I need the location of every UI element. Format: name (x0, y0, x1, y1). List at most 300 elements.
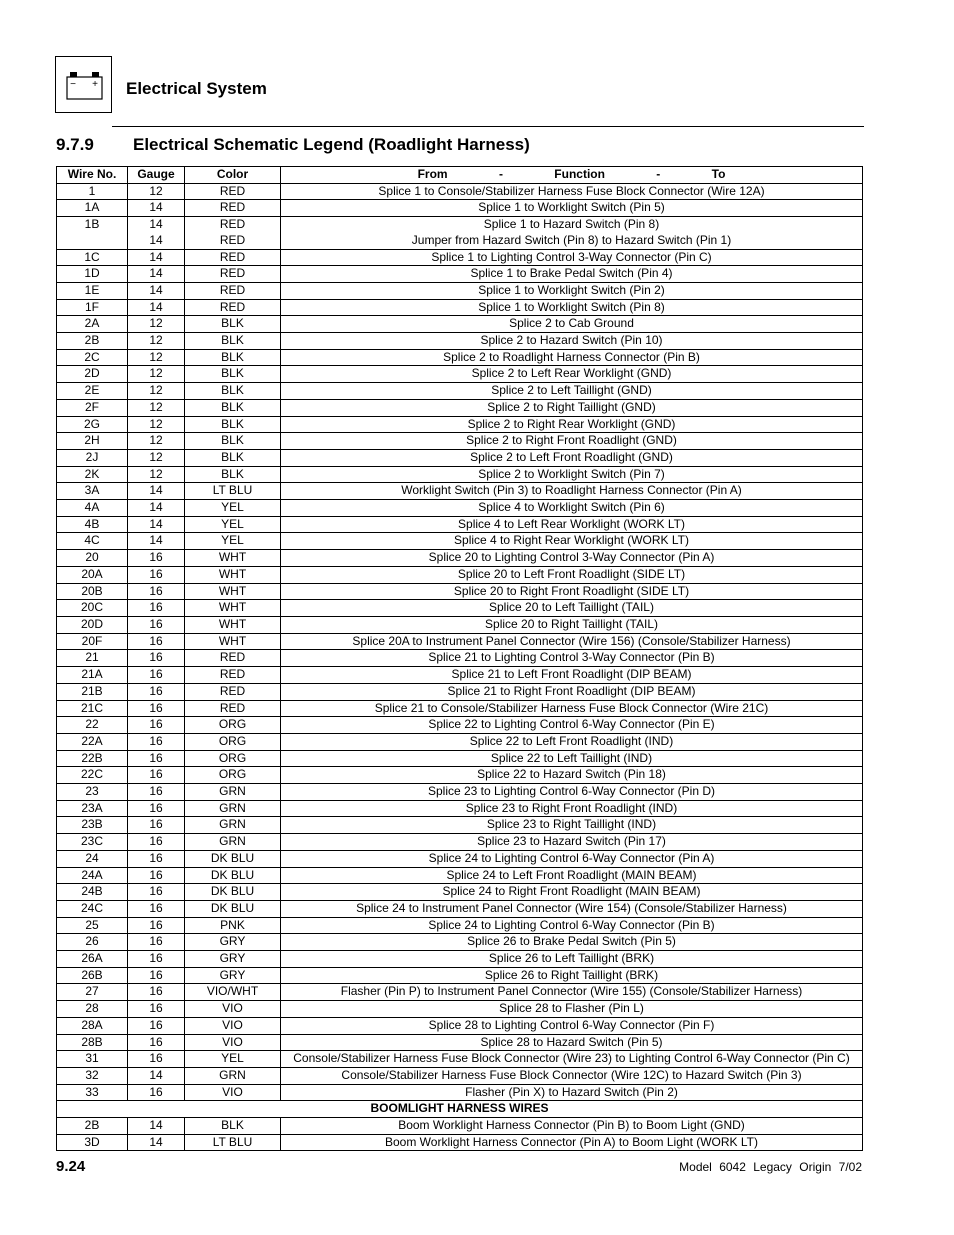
function-cell: Splice 22 to Left Front Roadlight (IND) (281, 733, 863, 750)
function-cell: Splice 2 to Right Front Roadlight (GND) (281, 433, 863, 450)
table-row (57, 1034, 863, 1051)
color-cell: VIO (185, 1017, 281, 1034)
gauge-cell: 16 (128, 951, 185, 968)
function-cell: Splice 21 to Console/Stabilizer Harness Fuse Block Connector (Wire 21C) (281, 700, 863, 717)
function-cell: Splice 22 to Hazard Switch (Pin 18) (281, 767, 863, 784)
gauge-cell: 16 (128, 917, 185, 934)
page-number: 9.24 (56, 1158, 86, 1175)
table-row (57, 449, 863, 466)
wire-number-cell: 24B (57, 884, 128, 901)
wire-number-cell: 1F (57, 299, 128, 316)
wire-number-cell: 24 (57, 850, 128, 867)
table-row (57, 533, 863, 550)
wire-number-cell: 24C (57, 900, 128, 917)
table-row (57, 349, 863, 366)
table-row (57, 667, 863, 684)
function-cell: Splice 1 to Lighting Control 3-Way Connector (Pin C) (281, 249, 863, 266)
function-cell: Splice 28 to Hazard Switch (Pin 5) (281, 1034, 863, 1051)
function-cell: Splice 1 to Console/Stabilizer Harness Fuse Block Connector (Wire 12A) (281, 183, 863, 200)
color-cell: ORG (185, 767, 281, 784)
gauge-cell: 16 (128, 550, 185, 567)
gauge-line: 14 (149, 217, 163, 232)
gauge-cell: 16 (128, 784, 185, 801)
function-cell: Splice 20A to Instrument Panel Connector (Wire 156) (Console/Stabilizer Harness) (281, 633, 863, 650)
gauge-cell: 14 (128, 282, 185, 299)
color-cell: ORG (185, 717, 281, 734)
wire-number-cell: 26A (57, 951, 128, 968)
table-row (57, 299, 863, 316)
table-row (57, 1134, 863, 1151)
table-row (57, 416, 863, 433)
gauge-cell (128, 217, 185, 249)
color-cell: BLK (185, 383, 281, 400)
table-row (57, 834, 863, 851)
function-cell: Splice 23 to Right Front Roadlight (IND) (281, 800, 863, 817)
function-cell: Flasher (Pin X) to Hazard Switch (Pin 2) (281, 1084, 863, 1101)
wire-number-cell: 2E (57, 383, 128, 400)
function-cell: Boom Worklight Harness Connector (Pin B) to Boom Light (GND) (281, 1118, 863, 1135)
header-wire-no: Wire No. (57, 167, 128, 184)
function-cell: Splice 21 to Right Front Roadlight (DIP BEAM) (281, 683, 863, 700)
color-cell: RED (185, 683, 281, 700)
color-cell: RED (185, 183, 281, 200)
gauge-cell: 16 (128, 633, 185, 650)
battery-icon (56, 57, 111, 112)
wire-number-cell: 26 (57, 934, 128, 951)
gauge-cell: 14 (128, 1067, 185, 1084)
gauge-cell: 16 (128, 750, 185, 767)
gauge-cell: 16 (128, 850, 185, 867)
gauge-cell: 14 (128, 516, 185, 533)
function-cell: Splice 22 to Left Taillight (IND) (281, 750, 863, 767)
color-cell: RED (185, 249, 281, 266)
table-row (57, 717, 863, 734)
function-cell: Splice 28 to Lighting Control 6-Way Connector (Pin F) (281, 1017, 863, 1034)
table-row (57, 483, 863, 500)
table-row (57, 316, 863, 333)
function-cell: Splice 2 to Right Rear Worklight (GND) (281, 416, 863, 433)
function-cell: Splice 2 to Hazard Switch (Pin 10) (281, 333, 863, 350)
subsection-number: 9.7.9 (56, 135, 94, 154)
origin-label: Origin (799, 1160, 832, 1174)
gauge-cell: 14 (128, 1118, 185, 1135)
function-cell: Splice 24 to Lighting Control 6-Way Connector (Pin B) (281, 917, 863, 934)
table-row (57, 934, 863, 951)
function-line: Splice 1 to Hazard Switch (Pin 8) (483, 217, 660, 232)
color-cell: RED (185, 299, 281, 316)
wire-number-cell: 27 (57, 984, 128, 1001)
color-cell: WHT (185, 583, 281, 600)
color-cell: LT BLU (185, 1134, 281, 1151)
function-cell: Worklight Switch (Pin 3) to Roadlight Harness Connector (Pin A) (281, 483, 863, 500)
wire-number-cell: 23 (57, 784, 128, 801)
gauge-cell: 12 (128, 449, 185, 466)
model-footer (675, 1160, 862, 1174)
function-cell: Splice 22 to Lighting Control 6-Way Connector (Pin E) (281, 717, 863, 734)
table-row (57, 1067, 863, 1084)
table-row (57, 817, 863, 834)
table-row (57, 550, 863, 567)
color-cell: VIO/WHT (185, 984, 281, 1001)
wire-number-cell: 20 (57, 550, 128, 567)
function-cell: Splice 24 to Right Front Roadlight (MAIN BEAM) (281, 884, 863, 901)
wire-number-cell: 24A (57, 867, 128, 884)
table-header-row (57, 167, 863, 184)
table-row (57, 951, 863, 968)
wire-number-cell: 21B (57, 683, 128, 700)
color-cell: BLK (185, 416, 281, 433)
function-cell: Splice 20 to Right Taillight (TAIL) (281, 616, 863, 633)
color-cell: RED (185, 667, 281, 684)
header-sep-1: - (498, 167, 503, 181)
color-cell: ORG (185, 733, 281, 750)
table-row (57, 217, 863, 249)
wire-number-cell: 31 (57, 1051, 128, 1068)
gauge-cell: 16 (128, 1051, 185, 1068)
table-row (57, 366, 863, 383)
header-function-label: Function (554, 167, 605, 181)
wire-number-cell: 1 (57, 183, 128, 200)
gauge-cell: 16 (128, 1017, 185, 1034)
gauge-cell: 16 (128, 683, 185, 700)
wire-legend-table (56, 166, 863, 1151)
function-cell: Splice 23 to Right Taillight (IND) (281, 817, 863, 834)
gauge-cell: 12 (128, 333, 185, 350)
section-title: Electrical System (126, 79, 267, 98)
table-row (57, 249, 863, 266)
wire-number-cell: 21A (57, 667, 128, 684)
gauge-line: 14 (149, 232, 163, 247)
wire-number-cell: 2H (57, 433, 128, 450)
function-cell: Console/Stabilizer Harness Fuse Block Connector (Wire 23) to Lighting Control 6-Way Connector (Pin C) (281, 1051, 863, 1068)
color-cell: GRN (185, 784, 281, 801)
table-row (57, 767, 863, 784)
function-line: Jumper from Hazard Switch (Pin 8) to Hazard Switch (Pin 1) (411, 232, 732, 247)
gauge-cell: 14 (128, 249, 185, 266)
color-line: RED (219, 232, 246, 247)
color-cell: WHT (185, 616, 281, 633)
color-cell: YEL (185, 500, 281, 517)
gauge-cell: 14 (128, 266, 185, 283)
wire-number-cell: 2C (57, 349, 128, 366)
color-cell: BLK (185, 449, 281, 466)
table-row (57, 433, 863, 450)
wire-number-cell: 20B (57, 583, 128, 600)
gauge-cell: 16 (128, 616, 185, 633)
color-cell: ORG (185, 750, 281, 767)
table-row (57, 750, 863, 767)
function-cell: Splice 26 to Brake Pedal Switch (Pin 5) (281, 934, 863, 951)
table-row (57, 516, 863, 533)
gauge-cell: 14 (128, 500, 185, 517)
color-cell: RED (185, 282, 281, 299)
gauge-cell: 16 (128, 600, 185, 617)
gauge-cell: 12 (128, 183, 185, 200)
wire-number-cell: 20C (57, 600, 128, 617)
gauge-cell: 14 (128, 1134, 185, 1151)
origin-date: 7/02 (838, 1160, 862, 1174)
table-row (57, 1017, 863, 1034)
gauge-cell: 12 (128, 466, 185, 483)
table-row (57, 333, 863, 350)
wire-number-cell: 1A (57, 200, 128, 217)
color-cell: VIO (185, 1084, 281, 1101)
function-cell: Splice 2 to Left Front Roadlight (GND) (281, 449, 863, 466)
wire-number-cell: 2D (57, 366, 128, 383)
function-cell: Splice 20 to Left Taillight (TAIL) (281, 600, 863, 617)
gauge-cell: 16 (128, 934, 185, 951)
function-cell: Splice 1 to Worklight Switch (Pin 8) (281, 299, 863, 316)
gauge-cell: 12 (128, 416, 185, 433)
color-cell: RED (185, 650, 281, 667)
gauge-cell: 16 (128, 717, 185, 734)
wire-number-cell: 2G (57, 416, 128, 433)
subsection-title: Electrical Schematic Legend (Roadlight Harness) (133, 135, 530, 154)
table-row (57, 466, 863, 483)
table-row (57, 733, 863, 750)
function-cell: Splice 20 to Left Front Roadlight (SIDE LT) (281, 566, 863, 583)
color-cell: PNK (185, 917, 281, 934)
color-cell: DK BLU (185, 884, 281, 901)
function-cell: Splice 23 to Hazard Switch (Pin 17) (281, 834, 863, 851)
function-cell: Splice 24 to Lighting Control 6-Way Connector (Pin A) (281, 850, 863, 867)
color-cell: BLK (185, 433, 281, 450)
function-cell: Splice 20 to Right Front Roadlight (SIDE LT) (281, 583, 863, 600)
color-line: RED (219, 217, 246, 232)
color-cell: RED (185, 200, 281, 217)
gauge-cell: 14 (128, 533, 185, 550)
model-label: Model (679, 1160, 712, 1174)
table-row (57, 683, 863, 700)
table-row (57, 583, 863, 600)
color-cell: VIO (185, 1001, 281, 1018)
color-cell: WHT (185, 550, 281, 567)
color-cell: WHT (185, 600, 281, 617)
gauge-cell: 16 (128, 817, 185, 834)
gauge-cell: 16 (128, 733, 185, 750)
model-number: 6042 (719, 1160, 746, 1174)
gauge-cell: 12 (128, 366, 185, 383)
gauge-cell: 16 (128, 1001, 185, 1018)
wire-number-cell: 21 (57, 650, 128, 667)
table-row (57, 266, 863, 283)
gauge-cell: 16 (128, 900, 185, 917)
boomlight-subheader: BOOMLIGHT HARNESS WIRES (57, 1101, 863, 1118)
color-cell: YEL (185, 533, 281, 550)
wire-number-cell: 20A (57, 566, 128, 583)
wire-number-cell: 22A (57, 733, 128, 750)
gauge-cell: 16 (128, 867, 185, 884)
table-row (57, 1118, 863, 1135)
function-cell: Splice 1 to Worklight Switch (Pin 5) (281, 200, 863, 217)
function-cell: Splice 26 to Left Taillight (BRK) (281, 951, 863, 968)
function-cell: Splice 2 to Left Rear Worklight (GND) (281, 366, 863, 383)
color-cell: BLK (185, 316, 281, 333)
table-body (57, 183, 863, 1151)
gauge-cell: 12 (128, 399, 185, 416)
table-row (57, 917, 863, 934)
color-cell (185, 217, 281, 249)
color-cell: GRN (185, 1067, 281, 1084)
gauge-cell: 16 (128, 834, 185, 851)
wire-number-cell: 22 (57, 717, 128, 734)
table-row (57, 867, 863, 884)
gauge-cell: 14 (128, 200, 185, 217)
table-row (57, 800, 863, 817)
function-cell: Splice 2 to Cab Ground (281, 316, 863, 333)
wire-number-cell: 2A (57, 316, 128, 333)
wire-number-cell: 20D (57, 616, 128, 633)
color-cell: BLK (185, 333, 281, 350)
gauge-cell: 12 (128, 316, 185, 333)
wire-number-cell: 1B (57, 217, 128, 249)
function-cell: Splice 20 to Lighting Control 3-Way Connector (Pin A) (281, 550, 863, 567)
wire-number-cell: 1C (57, 249, 128, 266)
table-row (57, 1001, 863, 1018)
function-cell: Splice 28 to Flasher (Pin L) (281, 1001, 863, 1018)
color-cell: GRN (185, 834, 281, 851)
function-cell: Splice 4 to Right Rear Worklight (WORK LT) (281, 533, 863, 550)
wire-number-cell: 4A (57, 500, 128, 517)
function-cell: Splice 1 to Worklight Switch (Pin 2) (281, 282, 863, 299)
color-cell: RED (185, 266, 281, 283)
gauge-cell: 16 (128, 767, 185, 784)
wire-number-cell: 23B (57, 817, 128, 834)
function-cell: Boom Worklight Harness Connector (Pin A) to Boom Light (WORK LT) (281, 1134, 863, 1151)
wire-number-cell: 2K (57, 466, 128, 483)
wire-number-cell: 4C (57, 533, 128, 550)
table-row (57, 1084, 863, 1101)
gauge-cell: 16 (128, 583, 185, 600)
header-divider (112, 126, 864, 127)
wire-number-cell: 2B (57, 1118, 128, 1135)
function-cell: Console/Stabilizer Harness Fuse Block Connector (Wire 12C) to Hazard Switch (Pin 3) (281, 1067, 863, 1084)
wire-number-cell: 2B (57, 333, 128, 350)
color-cell: GRN (185, 817, 281, 834)
function-cell: Splice 21 to Left Front Roadlight (DIP BEAM) (281, 667, 863, 684)
wire-number-cell: 3A (57, 483, 128, 500)
color-cell: BLK (185, 366, 281, 383)
gauge-cell: 16 (128, 967, 185, 984)
color-cell: GRY (185, 951, 281, 968)
function-cell (281, 217, 863, 249)
gauge-cell: 16 (128, 700, 185, 717)
table-row (57, 383, 863, 400)
table-row (57, 200, 863, 217)
gauge-cell: 12 (128, 383, 185, 400)
function-cell: Splice 2 to Roadlight Harness Connector (Pin B) (281, 349, 863, 366)
function-cell: Splice 24 to Left Front Roadlight (MAIN BEAM) (281, 867, 863, 884)
color-cell: GRY (185, 967, 281, 984)
color-cell: RED (185, 700, 281, 717)
table-row (57, 967, 863, 984)
function-cell: Splice 21 to Lighting Control 3-Way Connector (Pin B) (281, 650, 863, 667)
gauge-cell: 12 (128, 433, 185, 450)
boomlight-subheader-row (57, 1101, 863, 1118)
gauge-cell: 16 (128, 800, 185, 817)
battery-minus-sign: − (70, 79, 76, 90)
function-cell: Splice 2 to Left Taillight (GND) (281, 383, 863, 400)
wire-number-cell: 21C (57, 700, 128, 717)
header-from: From (417, 167, 448, 181)
wire-number-cell: 22B (57, 750, 128, 767)
table-row (57, 183, 863, 200)
wire-number-cell: 22C (57, 767, 128, 784)
color-cell: YEL (185, 1051, 281, 1068)
wire-number-cell: 23A (57, 800, 128, 817)
wire-number-cell: 4B (57, 516, 128, 533)
color-cell: GRY (185, 934, 281, 951)
function-cell: Flasher (Pin P) to Instrument Panel Connector (Wire 155) (Console/Stabilizer Harness) (281, 984, 863, 1001)
color-cell: YEL (185, 516, 281, 533)
battery-plus-sign: + (92, 79, 98, 90)
header-to: To (711, 167, 726, 181)
table-row (57, 700, 863, 717)
table-row (57, 616, 863, 633)
header-gauge: Gauge (128, 167, 185, 184)
wire-number-cell: 2F (57, 399, 128, 416)
gauge-cell: 16 (128, 650, 185, 667)
table-row (57, 850, 863, 867)
color-cell: WHT (185, 633, 281, 650)
table-row (57, 784, 863, 801)
color-cell: DK BLU (185, 867, 281, 884)
function-cell: Splice 23 to Lighting Control 6-Way Connector (Pin D) (281, 784, 863, 801)
header-sep-2: - (656, 167, 661, 181)
gauge-cell: 12 (128, 349, 185, 366)
header-icon-box (55, 56, 112, 113)
color-cell: VIO (185, 1034, 281, 1051)
table-row (57, 282, 863, 299)
function-cell: Splice 26 to Right Taillight (BRK) (281, 967, 863, 984)
wire-number-cell: 28B (57, 1034, 128, 1051)
wire-number-cell: 26B (57, 967, 128, 984)
function-cell: Splice 24 to Instrument Panel Connector (Wire 154) (Console/Stabilizer Harness) (281, 900, 863, 917)
table-row (57, 900, 863, 917)
header-function (281, 167, 863, 184)
gauge-cell: 16 (128, 566, 185, 583)
color-cell: DK BLU (185, 850, 281, 867)
color-cell: BLK (185, 1118, 281, 1135)
header-color: Color (185, 167, 281, 184)
color-cell: BLK (185, 399, 281, 416)
wire-number-cell: 3D (57, 1134, 128, 1151)
gauge-cell: 16 (128, 984, 185, 1001)
color-cell: BLK (185, 466, 281, 483)
wire-number-cell: 20F (57, 633, 128, 650)
table-row (57, 399, 863, 416)
function-cell: Splice 4 to Worklight Switch (Pin 6) (281, 500, 863, 517)
function-cell: Splice 2 to Right Taillight (GND) (281, 399, 863, 416)
table-row (57, 600, 863, 617)
gauge-cell: 16 (128, 1084, 185, 1101)
wire-number-cell: 25 (57, 917, 128, 934)
table-row (57, 984, 863, 1001)
color-cell: GRN (185, 800, 281, 817)
wire-number-cell: 2J (57, 449, 128, 466)
wire-number-cell: 1E (57, 282, 128, 299)
color-cell: DK BLU (185, 900, 281, 917)
table-row (57, 500, 863, 517)
gauge-cell: 14 (128, 483, 185, 500)
wire-number-cell: 33 (57, 1084, 128, 1101)
function-cell: Splice 1 to Brake Pedal Switch (Pin 4) (281, 266, 863, 283)
gauge-cell: 16 (128, 1034, 185, 1051)
table-row (57, 650, 863, 667)
wire-number-cell: 28A (57, 1017, 128, 1034)
table-row (57, 566, 863, 583)
model-name: Legacy (753, 1160, 792, 1174)
